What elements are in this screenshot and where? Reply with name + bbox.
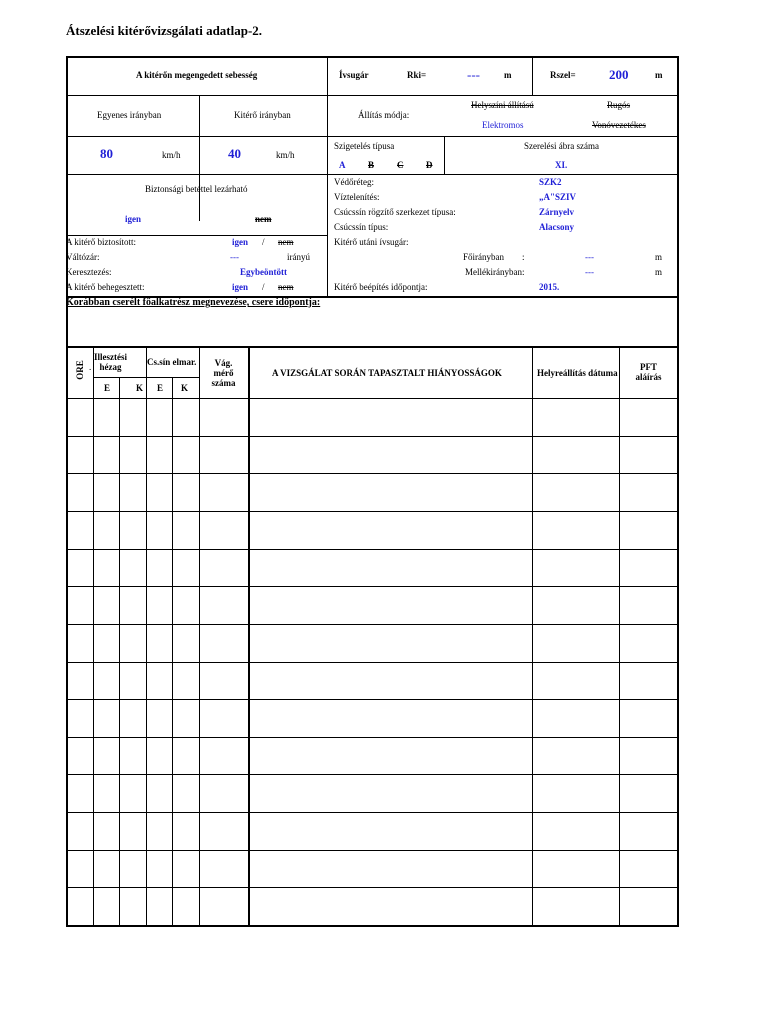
crossing-label: Keresztezés:	[66, 267, 112, 277]
built-label: Kitérő beépítés időpontja:	[334, 282, 428, 292]
straight-label: Egyenes irányban	[97, 110, 162, 120]
gap-e-header: E	[104, 383, 111, 393]
drainage-value: „A"SZIV	[539, 192, 577, 202]
replaced-parts-label: Korábban cserélt főalkatrész megnevezése, csere időpontja:	[66, 297, 321, 308]
table-row	[67, 399, 677, 436]
grid-line	[93, 377, 199, 378]
rki-unit: m	[504, 70, 512, 80]
lock-type-value: Zárnyelv	[539, 207, 574, 217]
grid-line	[66, 925, 679, 927]
rszel-label: Rszel=	[550, 70, 576, 80]
safety-no: nem	[255, 214, 272, 224]
safety-label: Biztonsági betéttel lezárható	[145, 184, 248, 194]
setting-electric: Elektromos	[482, 120, 524, 130]
table-row	[67, 851, 677, 888]
setting-label: Állítás módja:	[358, 110, 410, 120]
rki-value: ---	[467, 67, 480, 82]
ore-header: ORE	[75, 360, 85, 380]
secured-label: A kitérő biztosított:	[66, 237, 136, 247]
straight-speed-value: 80	[100, 146, 113, 161]
table-row	[67, 813, 677, 850]
table-row	[67, 738, 677, 775]
diagram-value: XI.	[555, 160, 568, 170]
secured-slash: /	[262, 237, 265, 247]
wear-e-header: E	[157, 383, 164, 393]
switch-lock-value: ---	[230, 252, 239, 262]
main-direction-label: Főirányban	[463, 252, 504, 262]
side-direction-unit: m	[655, 267, 663, 277]
drainage-label: Víztelenítés:	[334, 192, 380, 202]
switch-rail-type-value: Alacsony	[539, 222, 575, 232]
secured-no: nem	[278, 237, 294, 247]
pft-header-line1: PFT	[640, 362, 657, 372]
table-row	[67, 550, 677, 587]
table-border-right	[677, 56, 679, 926]
table-row	[67, 663, 677, 700]
table-row	[67, 437, 677, 474]
welded-slash: /	[262, 282, 265, 292]
setting-rod: Vonóvezetékes	[592, 120, 646, 130]
built-value: 2015.	[539, 282, 560, 292]
main-direction-value: ---	[585, 252, 594, 262]
switch-lock-dir: irányú	[287, 252, 310, 262]
rszel-unit: m	[655, 70, 663, 80]
rki-label: Rki=	[407, 70, 427, 80]
meter-header-line2: mérő	[213, 368, 234, 378]
gap-header-line1: Illesztési	[94, 352, 127, 362]
insulation-label: Szigetelés típusa	[334, 141, 395, 151]
meter-header-line1: Vág.	[214, 358, 233, 368]
restore-date-header: Helyreállítás dátuma	[537, 368, 618, 378]
setting-local: Helyszíni állítású	[471, 100, 534, 110]
wear-k-header: K	[181, 383, 189, 393]
table-row	[67, 587, 677, 624]
rszel-value: 200	[609, 67, 629, 82]
main-direction-unit: m	[655, 252, 663, 262]
diverging-speed-value: 40	[228, 146, 241, 161]
meter-header	[199, 358, 248, 388]
side-direction-label: Mellékirányban:	[465, 267, 525, 277]
table-row	[67, 512, 677, 549]
straight-speed-unit: km/h	[162, 150, 181, 160]
welded-label: A kitérő behegesztett:	[66, 282, 145, 292]
switch-lock-label: Váltózár:	[66, 252, 100, 262]
main-direction-colon: :	[522, 252, 525, 262]
gap-header	[93, 352, 128, 372]
secured-yes: igen	[232, 237, 249, 247]
page-title: Átszelési kitérővizsgálati adatlap-2.	[66, 23, 263, 38]
pft-header	[620, 362, 677, 382]
crossing-value: Egybeöntött	[240, 267, 287, 277]
pft-header-line2: aláírás	[635, 372, 662, 382]
arc-label: Ívsugár	[339, 70, 369, 80]
welded-no: nem	[278, 282, 294, 292]
welded-yes: igen	[232, 282, 249, 292]
insulation-type-a: A	[339, 160, 346, 170]
side-direction-value: ---	[585, 267, 594, 277]
switch-rail-type-label: Csúcssín típus:	[334, 222, 389, 232]
protective-layer-label: Védőréteg:	[334, 177, 374, 187]
table-row	[67, 474, 677, 511]
table-row	[67, 625, 677, 662]
safety-yes: igen	[125, 214, 142, 224]
speed-header: A kitérőn megengedett sebesség	[136, 70, 258, 80]
meter-header-line3: száma	[211, 378, 236, 388]
gap-header-line2: hézag	[99, 362, 122, 372]
ore-dot: .	[89, 362, 92, 372]
insulation-type-b: B	[368, 160, 375, 170]
setting-spring: Rugós	[607, 100, 631, 110]
diverging-label: Kitérő irányban	[234, 110, 291, 120]
wear-header: Cs.sín elmar.	[147, 357, 197, 367]
defects-header: A VIZSGÁLAT SORÁN TAPASZTALT HIÁNYOSSÁGOK	[272, 368, 502, 378]
diagram-label: Szerelési ábra száma	[524, 141, 599, 151]
insulation-type-d: D	[426, 160, 433, 170]
insulation-type-c: C	[397, 160, 404, 170]
lock-type-label: Csúcssín rögzítő szerkezet típusa:	[334, 207, 456, 217]
table-row	[67, 888, 677, 925]
gap-k-header: K	[136, 383, 144, 393]
table-row	[67, 700, 677, 737]
after-arc-label: Kitérő utáni ívsugár:	[334, 237, 409, 247]
table-border-top	[66, 56, 679, 58]
table-row	[67, 775, 677, 812]
protective-layer-value: SZK2	[539, 177, 562, 187]
diverging-speed-unit: km/h	[276, 150, 295, 160]
